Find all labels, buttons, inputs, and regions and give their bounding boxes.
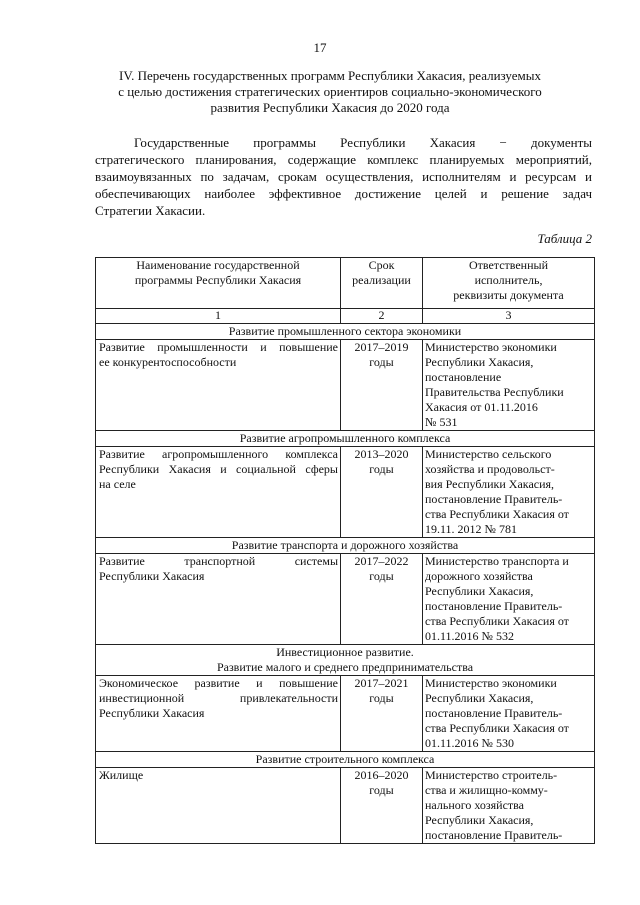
program-executor-line: нального хозяйства: [425, 798, 524, 812]
program-executor-line: Хакасия от 01.11.2016: [425, 400, 538, 414]
program-executor-line: Министерство экономики: [425, 676, 557, 690]
column-number-row: [96, 309, 595, 324]
program-term: [341, 768, 423, 844]
program-executor-line: ства Республики Хакасия от: [425, 721, 569, 735]
program-executor-line: Правительства Республики: [425, 385, 564, 399]
section-row: [96, 645, 595, 676]
program-name-line: Развитие транспортной системы: [99, 554, 338, 568]
program-name-line: инвестиционной привлекательности: [99, 691, 338, 705]
table-label: Таблица 2: [537, 231, 592, 246]
program-executor-line: 01.11.2016 № 532: [425, 629, 515, 643]
program-executor: [423, 768, 595, 844]
program-term: [341, 676, 423, 752]
column-number: 1: [96, 309, 341, 324]
program-term: [341, 340, 423, 431]
program-executor-line: Республики Хакасия,: [425, 584, 534, 598]
program-term-line: годы: [369, 355, 394, 369]
program-name: [96, 676, 341, 752]
program-term-line: 2017–2019: [354, 340, 409, 354]
section-title: [96, 752, 595, 768]
program-executor-line: ства Республики Хакасия от: [425, 507, 569, 521]
program-name-line: Республики Хакасия: [99, 569, 205, 583]
header-term: Срок реализации: [341, 258, 423, 309]
section-title: [96, 431, 595, 447]
section-row: [96, 431, 595, 447]
section-title: [96, 538, 595, 554]
intro-paragraph: [95, 134, 592, 219]
table-row: [96, 340, 595, 431]
program-executor-line: постановление Правитель-: [425, 706, 563, 720]
program-executor-line: № 531: [425, 415, 458, 429]
programs-table: [95, 257, 595, 844]
table-row: [96, 554, 595, 645]
header-program-name: Наименование государственной программы Республики Хакасия: [96, 258, 341, 309]
program-term-line: 2017–2021: [354, 676, 409, 690]
program-term-line: 2013–2020: [354, 447, 409, 461]
column-number: 2: [341, 309, 423, 324]
program-term-line: годы: [369, 462, 394, 476]
page-number: 17: [313, 40, 327, 55]
section-row: [96, 752, 595, 768]
program-name: [96, 768, 341, 844]
program-executor-line: ства Республики Хакасия от: [425, 614, 569, 628]
program-term-line: годы: [369, 691, 394, 705]
table-row: [96, 447, 595, 538]
program-name: [96, 554, 341, 645]
section-row: [96, 538, 595, 554]
program-name-line: Жилище: [99, 768, 144, 782]
section-title-line: Развитие агропромышленного комплекса: [239, 431, 451, 445]
program-executor-line: дорожного хозяйства: [425, 569, 533, 583]
program-executor-line: Министерство сельского: [425, 447, 552, 461]
program-executor-line: ства и жилищно-комму-: [425, 783, 548, 797]
program-executor-line: 19.11. 2012 № 781: [425, 522, 518, 536]
program-term-line: 2016–2020: [354, 768, 409, 782]
program-name-line: Развитие промышленности и повышение: [99, 340, 338, 354]
column-number: 3: [423, 309, 595, 324]
program-executor-line: постановление Правитель-: [425, 828, 563, 842]
program-name-line: Республики Хакасия и социальной сферы: [99, 462, 338, 476]
program-executor-line: 01.11.2016 № 530: [425, 736, 515, 750]
heading-line: с целью достижения стратегических ориентиров социально-экономического: [118, 84, 542, 99]
section-title-line: Развитие строительного комплекса: [255, 752, 435, 766]
program-executor: [423, 676, 595, 752]
program-executor-line: Республики Хакасия,: [425, 355, 534, 369]
program-name-line: Республики Хакасия: [99, 706, 205, 720]
intro-line: Государственные программы Республики Хакасия − документы: [134, 135, 592, 150]
table-row: [96, 676, 595, 752]
program-executor: [423, 340, 595, 431]
program-executor: [423, 447, 595, 538]
program-term-line: годы: [369, 783, 394, 797]
program-term-line: годы: [369, 569, 394, 583]
program-name: [96, 447, 341, 538]
table-row: [96, 768, 595, 844]
program-executor-line: Министерство транспорта и: [425, 554, 569, 568]
intro-line: стратегического планирования, содержащие комплекс планируемых мероприятий,: [95, 152, 592, 167]
program-executor-line: Республики Хакасия,: [425, 813, 534, 827]
section-title: [96, 324, 595, 340]
section-title: [96, 645, 595, 676]
program-name-line: на селе: [99, 477, 136, 491]
section-title-line: Развитие малого и среднего предпринимательства: [216, 660, 474, 674]
heading-line: развития Республики Хакасия до 2020 года: [210, 100, 450, 115]
table-header-row: [96, 258, 595, 309]
program-executor-line: постановление Правитель-: [425, 599, 563, 613]
intro-line: взаимоувязанных по задачам, срокам осуществления, исполнителям и ресурсам и: [95, 169, 592, 184]
program-name: [96, 340, 341, 431]
section-title-line: Развитие транспорта и дорожного хозяйства: [231, 538, 459, 552]
header-executor: Ответственный исполнитель, реквизиты документа: [423, 258, 595, 309]
program-name-line: Экономическое развитие и повышение: [99, 676, 338, 690]
program-term: [341, 447, 423, 538]
program-term-line: 2017–2022: [354, 554, 409, 568]
program-executor-line: вия Республики Хакасия,: [425, 477, 555, 491]
program-executor-line: постановление: [425, 370, 502, 384]
program-executor-line: постановление Правитель-: [425, 492, 563, 506]
program-name-line: Развитие агропромышленного комплекса: [99, 447, 338, 461]
program-executor-line: Республики Хакасия,: [425, 691, 534, 705]
section-title-line: Развитие промышленного сектора экономики: [228, 324, 462, 338]
section-heading: [95, 68, 565, 116]
heading-line: IV. Перечень государственных программ Республики Хакасия, реализуемых: [119, 68, 541, 83]
intro-line: обеспечивающих наиболее эффективное достижение целей и решение задач: [95, 186, 592, 201]
program-executor: [423, 554, 595, 645]
program-executor-line: хозяйства и продовольст-: [425, 462, 555, 476]
intro-line: Стратегии Хакасии.: [95, 203, 206, 218]
section-title-line: Инвестиционное развитие.: [276, 645, 414, 659]
section-row: [96, 324, 595, 340]
program-name-line: ее конкурентоспособности: [99, 355, 237, 369]
program-executor-line: Министерство экономики: [425, 340, 557, 354]
program-executor-line: Министерство строитель-: [425, 768, 558, 782]
program-term: [341, 554, 423, 645]
